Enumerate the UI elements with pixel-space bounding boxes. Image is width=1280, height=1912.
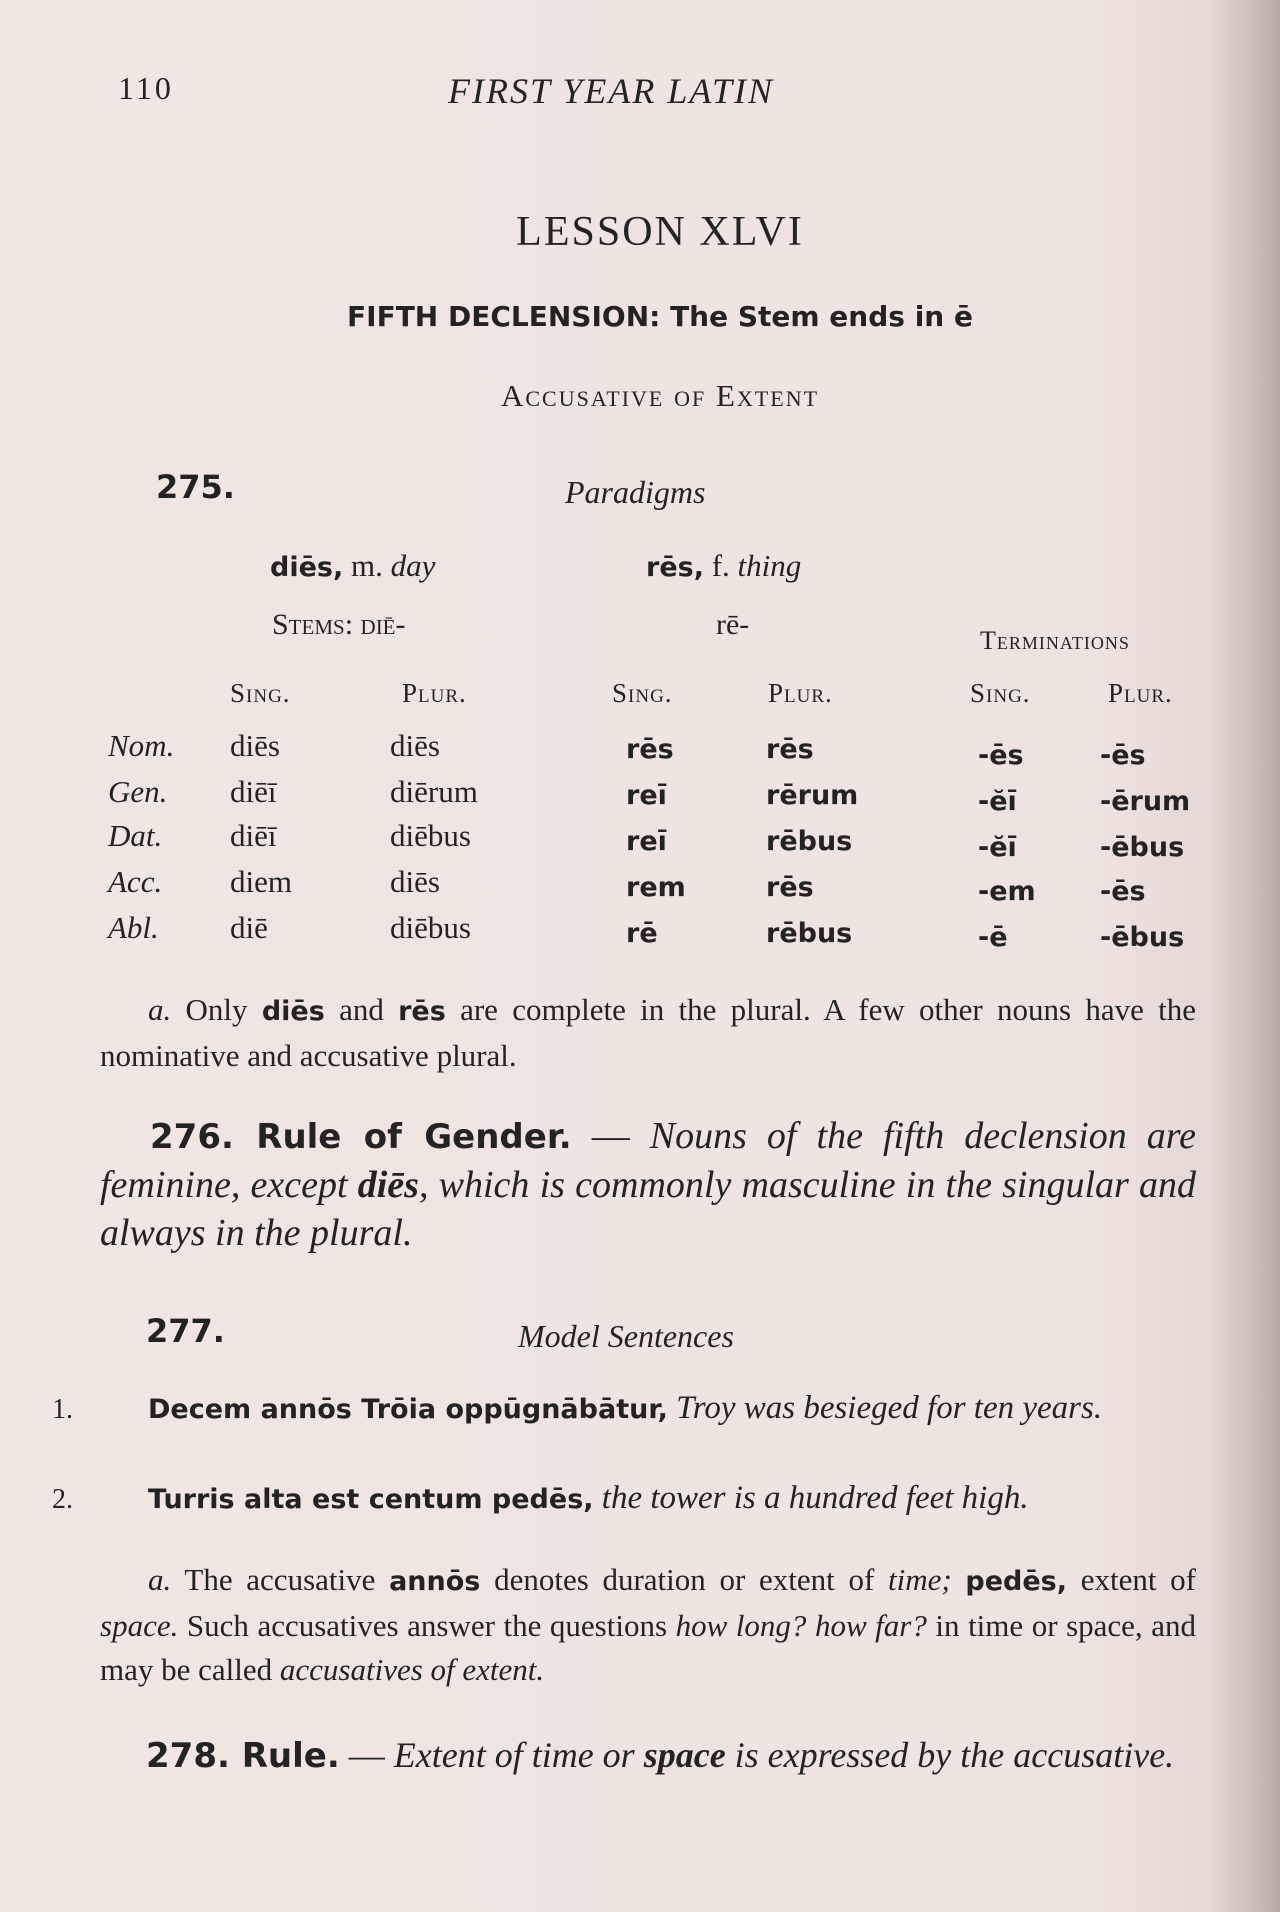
stem-re: rē- [716,608,750,641]
rule-title: Rule of Gender. [256,1117,572,1157]
note-text: are complete in the plural. A few other nouns have the nominative and accusative plural. [100,992,1196,1073]
paradigm-cell: reī [626,826,667,857]
rule-title: Rule. [241,1736,340,1776]
sentence-number: 2. [52,1484,73,1515]
paradigm-cell: -ērum [1100,786,1191,817]
page-gutter-shadow [1210,0,1280,1912]
case-label: Dat. [108,818,163,853]
paradigm-cell: -ē [978,922,1008,953]
paradigm-cell: rēbus [766,826,853,857]
section-number-276: 276. [150,1117,234,1157]
note-emphasis: accusatives of extent. [279,1652,545,1687]
rule-word: space [643,1735,726,1775]
subheading: Accusative of Extent [500,378,820,413]
case-label: Nom. [108,728,175,763]
paradigm-cell: -ēs [978,740,1024,771]
paradigm-cell: diēbus [390,818,471,853]
rule-body: is expressed by the accusative. [725,1735,1175,1775]
paradigm-cell: diēī [230,818,277,853]
section-number-275: 275. [156,468,235,506]
note-emphasis: how long? how far? [675,1608,927,1643]
sentence-latin: Turris alta est centum pedēs, [148,1484,594,1515]
noun-gender: m. [343,548,391,583]
rule-of-gender [100,1112,1196,1257]
sentence-latin: Decem annōs Trōia oppūgnābātur, [148,1394,668,1425]
column-header: Plur. [768,678,833,708]
sentence-english: the tower is a hundred feet high. [593,1480,1029,1516]
paradigm-cell: rērum [766,780,859,811]
note-word: diēs [261,996,325,1027]
column-header: Sing. [612,678,673,708]
noun-res-label [646,548,801,584]
running-title: FIRST YEAR LATIN [448,71,775,111]
note-word: rēs [398,996,446,1027]
paradigm-cell: -em [978,876,1036,907]
noun-word: rēs, [646,552,704,583]
page-number: 110 [118,70,174,106]
paradigm-cell: diem [230,864,292,899]
rule-body: Extent of time or [393,1735,644,1775]
paradigm-cell: -ĕī [978,786,1017,817]
rule-body: , which is commonly masculine in the singular and always in the plural. [100,1164,1196,1254]
lesson-title: LESSON XLVI [516,209,804,255]
chapter-heading: FIFTH DECLENSION: The Stem ends in ē [347,300,973,333]
case-label: Gen. [108,774,168,809]
paradigm-cell: diēs [230,728,280,763]
rule-extent [100,1730,1196,1781]
paradigm-cell: diē [230,910,268,945]
paradigm-cell: rēbus [766,918,853,949]
case-label: Acc. [108,864,163,899]
paradigm-cell: rēs [766,872,814,903]
noun-meaning: day [390,548,436,583]
note-text: The accusative [171,1562,390,1597]
paradigm-cell: diēs [390,864,440,899]
section-number-278: 278. [146,1736,230,1776]
note-text: and [324,992,399,1027]
paradigm-cell: diēbus [390,910,471,945]
column-header: Plur. [1108,678,1173,708]
note-emphasis: time; [887,1562,952,1597]
paradigms-title: Paradigms [565,474,706,510]
paradigm-cell: -ēbus [1100,922,1185,953]
note-text: Such accusatives answer the questions [178,1608,676,1643]
rule-word: diēs [357,1164,419,1206]
paradigm-cell: rē [626,918,658,949]
note-text: denotes duration or extent of [480,1562,888,1597]
case-label: Abl. [108,910,159,945]
paradigm-cell: rēs [766,734,814,765]
rule-body: Nouns of the fifth declension are feminine, except [100,1115,1197,1206]
noun-gender: f. [703,548,738,583]
paradigm-cell: rem [626,872,686,903]
note-277a [100,1558,1196,1692]
paradigm-cell: diēs [390,728,440,763]
paradigm-cell: -ēbus [1100,832,1185,863]
note-text: Only [171,992,262,1027]
paradigm-cell: reī [626,780,667,811]
note-label: a. [148,1562,172,1597]
section-number-277: 277. [146,1312,225,1350]
note-text: extent of [1067,1562,1196,1597]
note-word: pedēs, [965,1566,1067,1597]
model-sentence-1 [52,1386,1244,1432]
paradigm-cell: -ēs [1100,876,1146,907]
noun-dies-label [270,548,435,584]
noun-word: diēs, [270,552,344,583]
model-sentences-title: Model Sentences [518,1318,734,1354]
note-label: a. [148,992,172,1027]
paradigm-cell: diērum [390,774,478,809]
model-sentence-2 [52,1476,1244,1522]
sentence-english: Troy was besieged for ten years. [667,1390,1103,1426]
note-text [952,1562,966,1597]
column-header: Plur. [402,678,467,708]
noun-meaning: thing [737,548,802,583]
note-275a [100,988,1196,1078]
rule-dash: — [571,1115,650,1157]
rule-dash: — [339,1735,394,1775]
paradigm-cell: rēs [626,734,674,765]
terminations-label: Terminations [980,626,1130,655]
stems-label: Stems: diē- [272,608,406,641]
column-header: Sing. [970,678,1031,708]
paradigm-cell: diēī [230,774,277,809]
note-text: in time or space, and may be called [100,1608,1196,1687]
column-header: Sing. [230,678,291,708]
paradigm-cell: -ĕī [978,832,1017,863]
sentence-number: 1. [52,1394,73,1425]
note-emphasis: space. [100,1608,179,1643]
paradigm-cell: -ēs [1100,740,1146,771]
note-word: annōs [389,1566,481,1597]
